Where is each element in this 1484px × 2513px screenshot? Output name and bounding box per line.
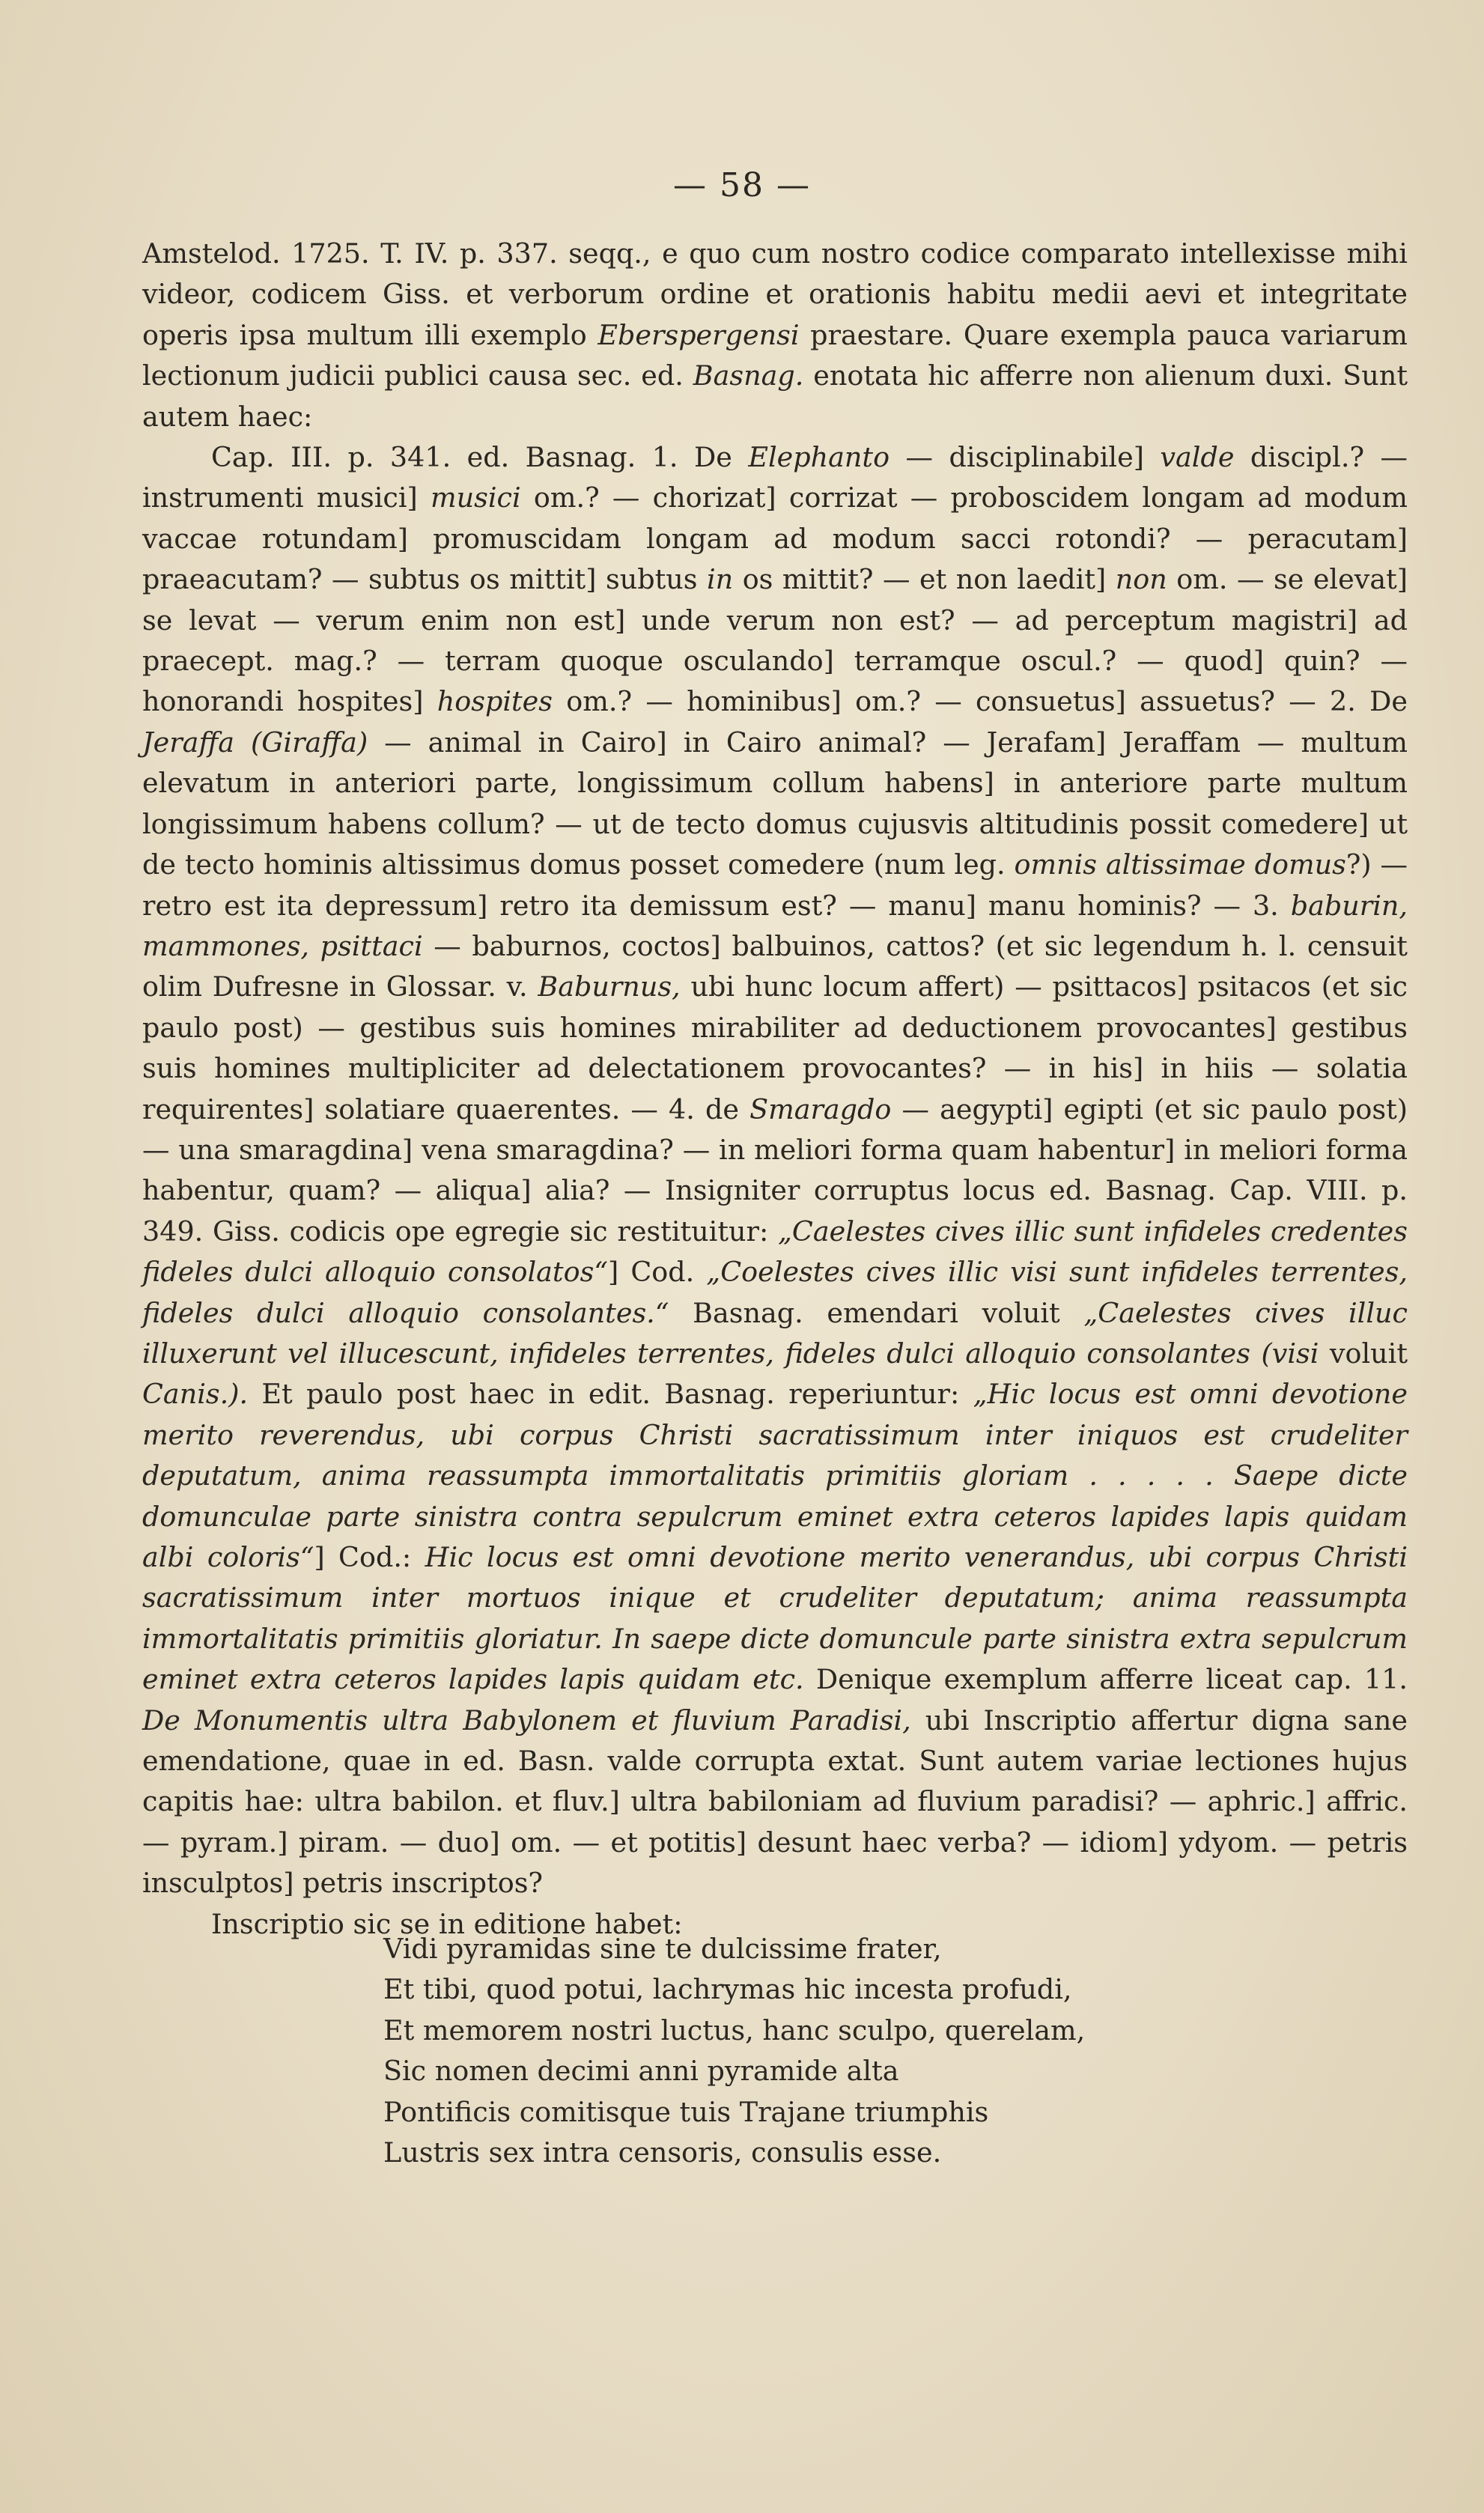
text-segment: discipl.? — instrumenti musici] — [142, 441, 1408, 514]
italic-segment: Baburnus, — [538, 970, 681, 1003]
italic-segment: valde — [1160, 441, 1235, 474]
inscription-poem — [383, 1929, 1282, 2173]
text-segment: ] Cod. — [607, 1256, 707, 1289]
paragraph — [142, 234, 1408, 437]
italic-segment: Smaragdo — [749, 1093, 892, 1125]
italic-segment: Hic locus est omni devotione merito venerandus, ubi corpus Christi sacratissimum inter mortuos inique et crudeliter deputatum; anima reassumpta immortalitatis primitiis gloriatur. In saepe dicte domuncule parte sinistra extra sepulcrum eminet extra ceteros lapides lapis quidam etc. — [142, 1541, 1408, 1696]
text-segment: praestare. Quare exempla pauca variarum lectionum judicii publici causa sec. ed. — [142, 318, 1408, 392]
text-segment: ] Cod.: — [314, 1541, 425, 1573]
text-segment: Et paulo post haec in edit. Basnag. reperiuntur: — [248, 1378, 973, 1411]
poem-line: Pontificis comitisque tuis Trajane triumphis — [383, 2095, 989, 2128]
italic-segment: De Monumentis ultra Babylonem et fluvium Paradisi, — [142, 1704, 911, 1736]
text-segment: enotata hic afferre non alienum duxi. Sunt autem haec: — [142, 359, 1408, 433]
poem-line: Lustris sex intra censoris, consulis esse. — [383, 2136, 942, 2169]
text-segment: om. — se elevat] se levat — verum enim non est] unde verum non est? — ad perceptum magistri] ad praecept. mag.? — terram quoque osculando] terramque oscul.? — quod] quin? — honorandi hospites] — [142, 563, 1408, 718]
text-segment: Cap. III. p. 341. ed. Basnag. 1. De — [211, 441, 749, 474]
text-segment: ubi hunc locum affert) — psittacos] psitacos (et sic paulo post) — gestibus suis homines mirabiliter ad deductionem provocantes] gestibus suis homines multipliciter ad delectationem provocantes? — in his] in hiis — solatia requirentes] solatiare quaerentes. — 4. de — [142, 970, 1408, 1125]
italic-segment: „Caelestes cives illic sunt infideles credentes fideles dulci alloquio consolatos“ — [142, 1215, 1408, 1289]
italic-segment: omnis altissimae domus — [1014, 848, 1346, 881]
italic-segment: Basnag. — [693, 359, 804, 392]
italic-segment: Canis.). — [142, 1378, 249, 1411]
text-segment: — disciplinabile] — [890, 441, 1161, 474]
poem-line: Sic nomen decimi anni pyramide alta — [383, 2055, 899, 2088]
text-segment: om.? — chorizat] corrizat — proboscidem longam ad modum vaccae rotundam] promuscidam longam ad modum sacci rotondi? — peracutam] praeacutam? — subtus os mittit] subtus — [142, 481, 1408, 596]
italic-segment: Elephanto — [748, 441, 890, 474]
text-segment: om.? — hominibus] om.? — consuetus] assuetus? — 2. De — [553, 685, 1408, 718]
italic-segment: „Coelestes cives illic visi sunt infideles terrentes, fideles dulci alloquio consolantes.“ — [142, 1256, 1408, 1329]
page-number: — 58 — — [673, 166, 811, 204]
body-text — [142, 234, 1408, 1945]
italic-segment: „Hic locus est omni devotione merito reverendus, ubi corpus Christi sacratissimum inter iniquos est crudeliter deputatum, anima reassumpta immortalitatis primitiis gloriam . . . . . Saepe dicte domunculae parte sinistra contra sepulcrum eminet extra ceteros lapides lapis quidam albi coloris“ — [142, 1378, 1408, 1573]
italic-segment: musici — [431, 481, 521, 514]
text-segment: voluit — [1319, 1337, 1408, 1370]
text-segment: Amstelod. 1725. T. IV. p. 337. seqq., e quo cum nostro codice comparato intellexisse mihi videor, codicem Giss. et verborum ordine et orationis habitu medii aevi et integritate operis ipsa multum illi exemplo — [142, 237, 1408, 351]
poem-line: Et memorem nostri luctus, hanc sculpo, querelam, — [383, 2014, 1086, 2046]
text-segment: — baburnos, coctos] balbuinos, cattos? (et sic legendum h. l. censuit olim Dufresne in Glossar. v. — [142, 929, 1408, 1003]
text-segment: — animal in Cairo] in Cairo animal? — Jerafam] Jeraffam — multum elevatum in anteriori parte, longissimum collum habens] in anteriore parte multum longissimum habens collum? — ut de tecto domus cujusvis altitudinis possit comedere] ut de tecto hominis altissimus domus posset comedere (num leg. — [142, 726, 1408, 881]
italic-segment: hospites — [437, 685, 553, 718]
poem-line: Vidi pyramidas sine te dulcissime frater, — [383, 1933, 942, 1965]
poem-line: Et tibi, quod potui, lachrymas hic incesta profudi, — [383, 1973, 1072, 2006]
text-segment: ubi Inscriptio affertur digna sane emendatione, quae in ed. Basn. valde corrupta extat. Sunt autem variae lectiones hujus capitis hae: ultra babilon. et fluv.] ultra babiloniam ad fluvium paradisi? — aphric.] affric. — pyram.] piram. — duo] om. — et potitis] desunt haec verba? — idiom] ydyom. — petris insculptos] petris inscriptos? — [142, 1704, 1408, 1900]
italic-segment: baburin, mammones, psittaci — [142, 889, 1408, 962]
text-segment: os mittit? — et non laedit] — [733, 563, 1116, 596]
italic-segment: in — [707, 563, 734, 596]
text-segment: Denique exemplum afferre liceat cap. 11. — [803, 1663, 1408, 1696]
italic-segment: Jeraffa (Giraffa) — [142, 726, 368, 759]
italic-segment: non — [1115, 563, 1167, 596]
text-segment: ?) — retro est ita depressum] retro ita demissum est? — manu] manu hominis? — 3. — [142, 848, 1408, 922]
paragraph — [142, 437, 1408, 1904]
italic-segment: „Caelestes cives illuc illuxerunt vel illucescunt, infideles terrentes, fideles dulci alloquio consolantes (visi — [142, 1296, 1408, 1370]
italic-segment: Eberspergensi — [597, 318, 800, 351]
text-segment: Basnag. emendari voluit — [669, 1296, 1084, 1329]
text-segment: — aegypti] egipti (et sic paulo post) — una smaragdina] vena smaragdina? — in meliori forma quam habentur] in meliori forma habentur, quam? — aliqua] alia? — Insigniter corruptus locus ed. Basnag. Cap. VIII. p. 349. Giss. codicis ope egregie sic restituitur: — [142, 1093, 1408, 1248]
text-segment: Inscriptio sic se in editione habet: — [211, 1907, 683, 1940]
